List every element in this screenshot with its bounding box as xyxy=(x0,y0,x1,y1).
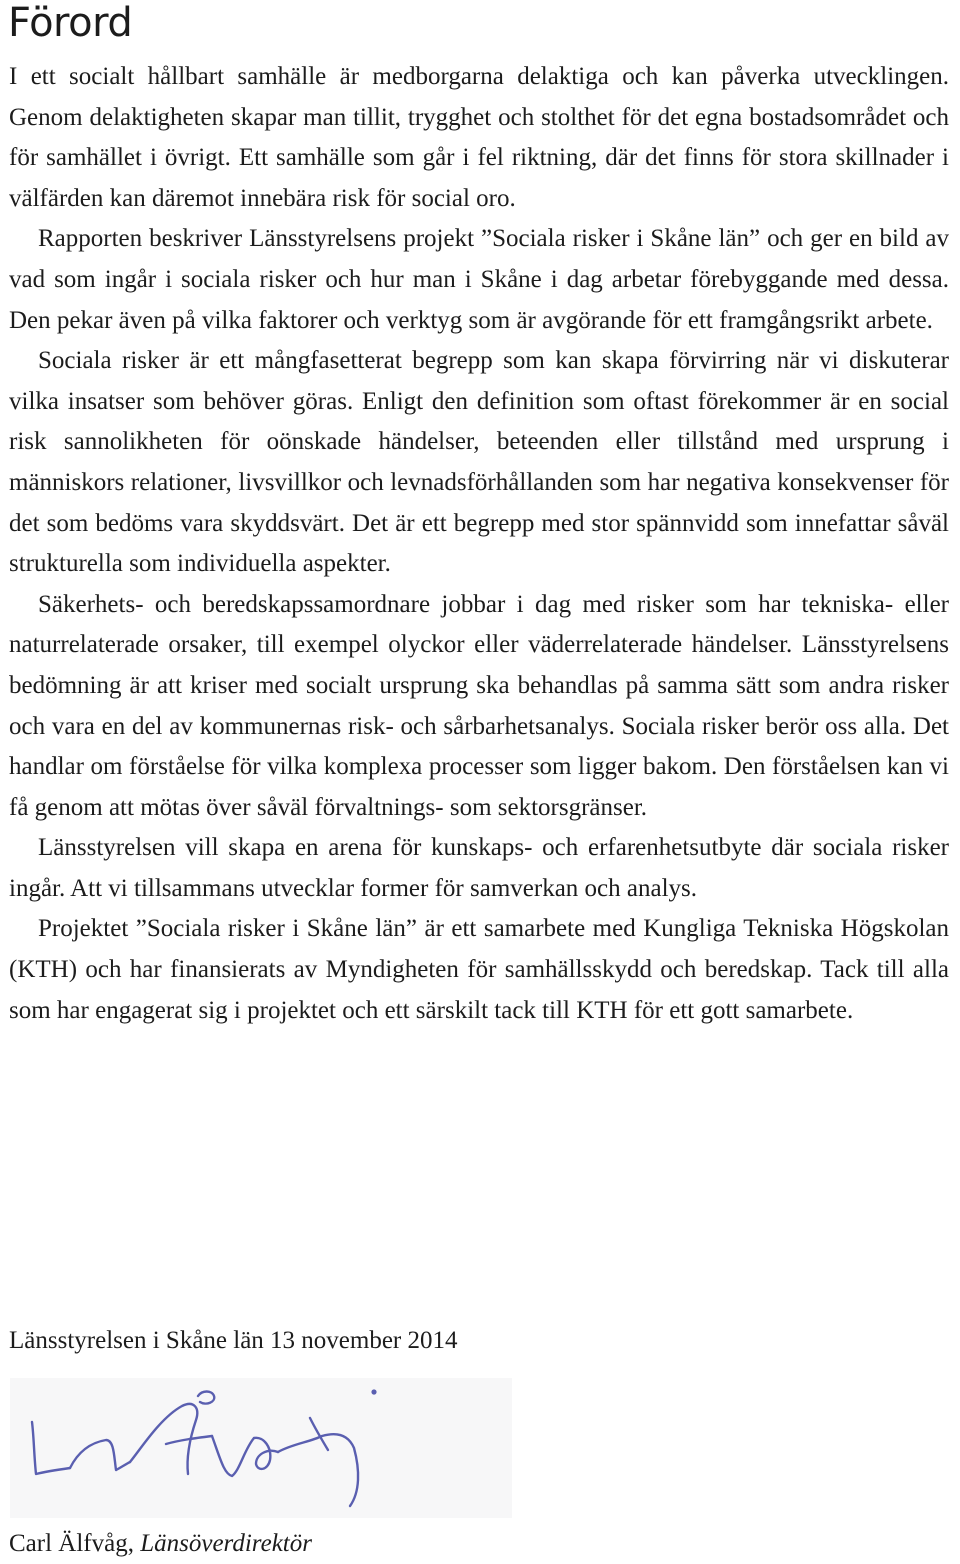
page-title: Förord xyxy=(8,0,133,46)
foreword-body xyxy=(9,57,949,1031)
paragraph: Säkerhets- och beredskapssamordnare jobbar i dag med risker som har tekniska- eller naturrelaterade orsaker, till exempel olyckor eller väderrelaterade händelser. Länsstyrelsens bedömning är att kriser med socialt ursprung ska behandlas på samma sätt som andra risker och vara en del av kommunernas risk- och sårbarhetsanalys. Sociala risker berör oss alla. Det handlar om förståelse för vilka komplexa processer som ligger bakom. Den förståelsen kan vi få genom att mötas över såväl förvaltnings- som sektorsgränser. xyxy=(9,590,949,821)
signoff xyxy=(9,1524,312,1564)
signatory-name: Carl Älfvåg, xyxy=(9,1530,134,1557)
dateline: Länsstyrelsen i Skåne län 13 november 2014 xyxy=(9,1327,458,1354)
handwritten-signature xyxy=(10,1378,512,1518)
signatory-title: Länsöverdirektör xyxy=(140,1530,312,1557)
paragraph: Sociala risker är ett mångfasetterat begrepp som kan skapa förvirring när vi diskuterar vilka insatser som behöver göras. Enligt den definition som oftast förekommer är en social risk sannolikheten för oönskade händelser, beteenden eller tillstånd med ursprung i människors relationer, livsvillkor och levnadsförhållanden som har negativa konsekvenser för det som bedöms vara skyddsvärt. Det är ett begrepp med stor spännvidd som innefattar såväl strukturella som individuella aspekter. xyxy=(9,347,949,578)
signature-drawing xyxy=(10,1378,512,1518)
paragraph: Projektet ”Sociala risker i Skåne län” är ett samarbete med Kungliga Tekniska Högskolan (KTH) och har finansierats av Myndigheten för samhällsskydd och beredskap. Tack till alla som har engagerat sig i projektet och ett särskilt tack till KTH för ett gott samarbete. xyxy=(9,915,949,1024)
paragraph: Länsstyrelsen vill skapa en arena för kunskaps- och erfarenhetsutbyte där sociala risker ingår. Att vi tillsammans utvecklar former för samverkan och analys. xyxy=(9,834,949,902)
paragraph: Rapporten beskriver Länsstyrelsens projekt ”Sociala risker i Skåne län” och ger en bild av vad som ingår i sociala risker och hur man i Skåne i dag arbetar förebyggande med dessa. Den pekar även på vilka faktorer och verktyg som är avgörande för ett framgångsrikt arbete. xyxy=(9,225,949,334)
paragraph: I ett socialt hållbart samhälle är medborgarna delaktiga och kan påverka utvecklingen. Genom delaktigheten skapar man tillit, trygghet och stolthet för det egna bostadsområdet och för samhället i övrigt. Ett samhälle som går i fel riktning, där det finns för stora skillnader i välfärden kan däremot innebära risk för social oro. xyxy=(9,63,949,212)
